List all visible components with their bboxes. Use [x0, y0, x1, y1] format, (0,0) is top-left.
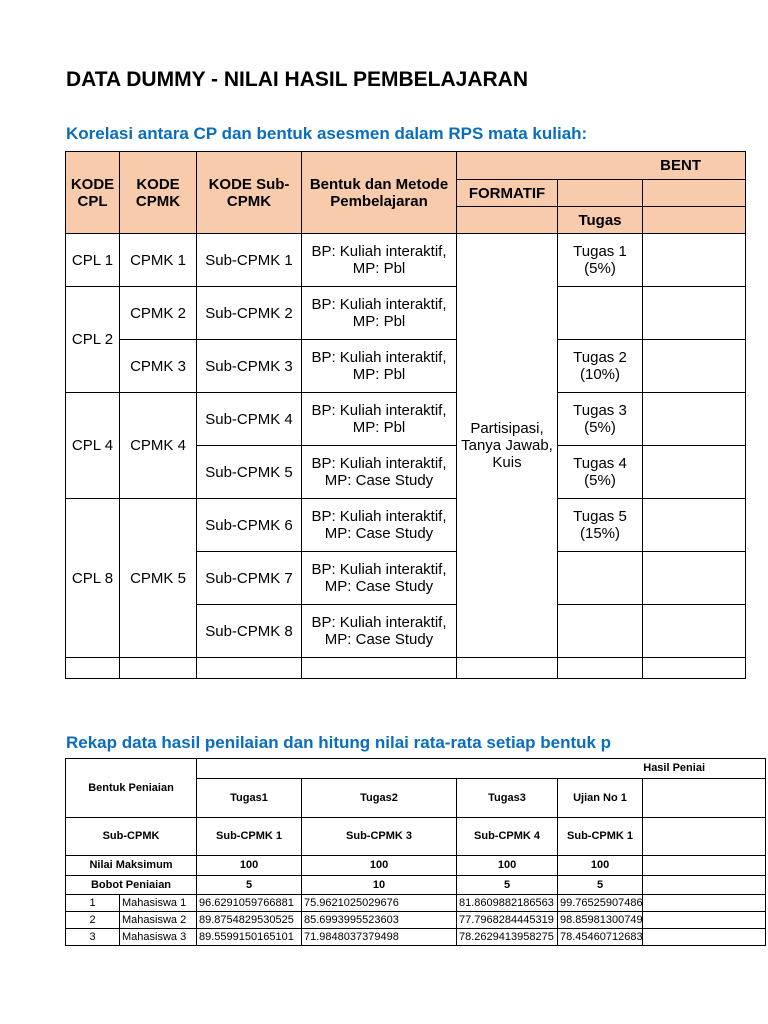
header-bentuk-metode: Bentuk dan Metode Pembelajaran — [302, 152, 457, 234]
student-name: Mahasiswa 2 — [120, 912, 197, 929]
rekap-table — [65, 758, 766, 946]
score-cell: 99.76525907486 — [558, 895, 643, 912]
empty-cell — [302, 658, 457, 679]
student-name: Mahasiswa 3 — [120, 929, 197, 946]
bobot-value: 5 — [457, 876, 558, 895]
metode-cell: BP: Kuliah interaktif, MP: Pbl — [302, 287, 457, 340]
bobot-value: 10 — [302, 876, 457, 895]
sub-cpmk-cell: Sub-CPMK 8 — [197, 605, 302, 658]
correlation-table-wrapper — [65, 151, 701, 694]
table-row — [66, 929, 766, 946]
cpmk-cell: CPMK 4 — [120, 393, 197, 499]
empty-cell — [643, 779, 766, 818]
metode-cell: BP: Kuliah interaktif, MP: Case Study — [302, 552, 457, 605]
empty-cell — [643, 605, 746, 658]
empty-cell — [643, 856, 766, 876]
empty-cell — [197, 658, 302, 679]
score-cell: 81.8609882186563 — [457, 895, 558, 912]
tugas-cell: Tugas 5 (15%) — [558, 499, 643, 552]
section-title-correlation: Korelasi antara CP dan bentuk asesmen dalam RPS mata kuliah: — [66, 124, 588, 143]
header-empty — [643, 180, 746, 207]
score-cell: 78.45460712683 — [558, 929, 643, 946]
score-cell: 78.2629413958275 — [457, 929, 558, 946]
cpl-cell: CPL 1 — [66, 234, 120, 287]
bobot-value: 5 — [558, 876, 643, 895]
score-cell: 85.6993995523603 — [302, 912, 457, 929]
empty-cell — [643, 234, 746, 287]
metode-cell: BP: Kuliah interaktif, MP: Pbl — [302, 340, 457, 393]
sub-cpmk-label: Sub-CPMK — [66, 818, 197, 856]
empty-cell — [643, 393, 746, 446]
bentuk-penilaian-label: Bentuk Peniaian — [66, 759, 197, 818]
empty-cell — [457, 658, 558, 679]
sub-cpmk-value: Sub-CPMK 3 — [302, 818, 457, 856]
header-empty — [558, 180, 643, 207]
tugas-cell: Tugas 1 (5%) — [558, 234, 643, 287]
empty-cell — [643, 895, 766, 912]
score-cell: 89.8754829530525 — [197, 912, 302, 929]
column-header: Ujian No 1 — [558, 779, 643, 818]
header-tugas: Tugas — [558, 207, 643, 234]
sub-cpmk-cell: Sub-CPMK 4 — [197, 393, 302, 446]
score-cell: 98.85981300749 — [558, 912, 643, 929]
score-cell: 77.7968284445319 — [457, 912, 558, 929]
header-kode-sub-cpmk: KODE Sub-CPMK — [197, 152, 302, 234]
cpmk-cell: CPMK 3 — [120, 340, 197, 393]
empty-cell — [643, 658, 746, 679]
score-cell: 89.5599150165101 — [197, 929, 302, 946]
score-cell: 75.9621025029676 — [302, 895, 457, 912]
page-title: DATA DUMMY - NILAI HASIL PEMBELAJARAN — [66, 68, 528, 91]
row-number: 3 — [66, 929, 120, 946]
nilai-maksimum-value: 100 — [197, 856, 302, 876]
empty-cell — [558, 658, 643, 679]
header-formatif: FORMATIF — [457, 180, 558, 207]
empty-cell — [643, 876, 766, 895]
tugas-cell: Tugas 4 (5%) — [558, 446, 643, 499]
hasil-penilaian-label: Hasil Peniai — [197, 759, 766, 779]
correlation-table — [65, 151, 746, 679]
nilai-maksimum-value: 100 — [302, 856, 457, 876]
cpl-cell: CPL 4 — [66, 393, 120, 499]
metode-cell: BP: Kuliah interaktif, MP: Case Study — [302, 446, 457, 499]
student-name: Mahasiswa 1 — [120, 895, 197, 912]
cpmk-cell: CPMK 5 — [120, 499, 197, 658]
sub-cpmk-cell: Sub-CPMK 7 — [197, 552, 302, 605]
score-cell: 71.9848037379498 — [302, 929, 457, 946]
sub-cpmk-cell: Sub-CPMK 5 — [197, 446, 302, 499]
header-empty — [457, 207, 558, 234]
metode-cell: BP: Kuliah interaktif, MP: Pbl — [302, 393, 457, 446]
cpmk-cell: CPMK 1 — [120, 234, 197, 287]
empty-cell — [643, 499, 746, 552]
tugas-cell — [558, 287, 643, 340]
empty-cell — [643, 929, 766, 946]
section-title-rekap: Rekap data hasil penilaian dan hitung nilai rata-rata setiap bentuk p — [66, 733, 612, 752]
header-kode-cpl: KODE CPL — [66, 152, 120, 234]
bobot-penilaian-label: Bobot Peniaian — [66, 876, 197, 895]
tugas-cell — [558, 605, 643, 658]
tugas-cell — [558, 552, 643, 605]
header-kode-cpmk: KODE CPMK — [120, 152, 197, 234]
column-header: Tugas3 — [457, 779, 558, 818]
formatif-cell: Partisipasi, Tanya Jawab, Kuis — [457, 234, 558, 658]
empty-cell — [643, 446, 746, 499]
empty-cell — [643, 340, 746, 393]
tugas-cell: Tugas 3 (5%) — [558, 393, 643, 446]
cpl-cell: CPL 2 — [66, 287, 120, 393]
nilai-maksimum-label: Nilai Maksimum — [66, 856, 197, 876]
sub-cpmk-value: Sub-CPMK 1 — [558, 818, 643, 856]
sub-cpmk-cell: Sub-CPMK 2 — [197, 287, 302, 340]
rekap-table-wrapper — [65, 758, 706, 951]
cpmk-cell: CPMK 2 — [120, 287, 197, 340]
empty-cell — [643, 912, 766, 929]
sub-cpmk-cell: Sub-CPMK 1 — [197, 234, 302, 287]
score-cell: 96.6291059766881 — [197, 895, 302, 912]
row-number: 1 — [66, 895, 120, 912]
sub-cpmk-cell: Sub-CPMK 6 — [197, 499, 302, 552]
empty-cell — [66, 658, 120, 679]
metode-cell: BP: Kuliah interaktif, MP: Pbl — [302, 234, 457, 287]
row-number: 2 — [66, 912, 120, 929]
bobot-value: 5 — [197, 876, 302, 895]
sub-cpmk-value: Sub-CPMK 1 — [197, 818, 302, 856]
empty-cell — [643, 287, 746, 340]
header-empty — [643, 207, 746, 234]
empty-cell — [643, 818, 766, 856]
nilai-maksimum-value: 100 — [558, 856, 643, 876]
nilai-maksimum-value: 100 — [457, 856, 558, 876]
cpl-cell: CPL 8 — [66, 499, 120, 658]
metode-cell: BP: Kuliah interaktif, MP: Case Study — [302, 499, 457, 552]
header-bentuk-asesmen: BENT — [457, 152, 746, 180]
empty-cell — [120, 658, 197, 679]
sub-cpmk-cell: Sub-CPMK 3 — [197, 340, 302, 393]
column-header: Tugas1 — [197, 779, 302, 818]
table-row — [66, 912, 766, 929]
tugas-cell: Tugas 2 (10%) — [558, 340, 643, 393]
table-row — [66, 895, 766, 912]
metode-cell: BP: Kuliah interaktif, MP: Case Study — [302, 605, 457, 658]
empty-cell — [643, 552, 746, 605]
column-header: Tugas2 — [302, 779, 457, 818]
sub-cpmk-value: Sub-CPMK 4 — [457, 818, 558, 856]
